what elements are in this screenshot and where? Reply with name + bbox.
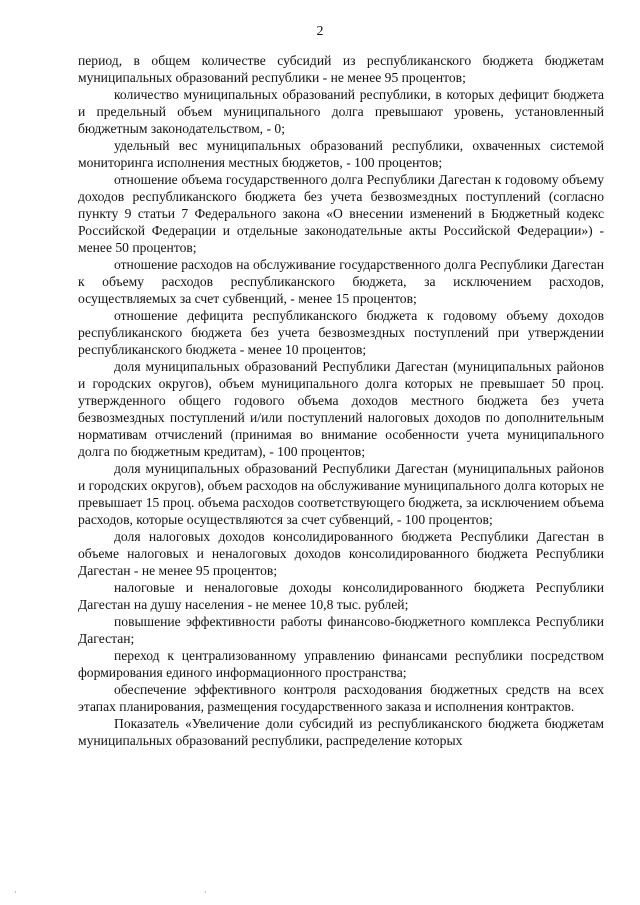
paragraph: удельный вес муниципальных образований республики, охваченных системой мониторинга исполнения местных бюджетов, - 100 процентов; [78, 138, 604, 170]
paragraph: обеспечение эффективного контроля расходования бюджетных средств на всех этапах планирования, размещения государственного заказа и исполнения контрактов. [78, 682, 604, 714]
scan-speck: · [14, 888, 17, 897]
document-body [78, 52, 604, 749]
paragraph: переход к централизованному управлению финансами республики посредством формирования единого информационного пространства; [78, 648, 604, 680]
scan-speck: · [204, 888, 207, 897]
paragraph: отношение расходов на обслуживание государственного долга Республики Дагестан к объему расходов республиканского бюджета, за исключением расходов, осуществляемых за счет субвенций, - менее 15 процентов; [78, 257, 604, 306]
paragraph: доля муниципальных образований Республики Дагестан (муниципальных районов и городских округов), объем муниципального долга которых не превышает 50 проц. утвержденного общего годового объема доходов местного бюджета без учета безвозмездных поступлений и/или поступлений налоговых доходов по дополнительным нормативам отчислений (принимая во внимание особенности учета муниципального долга по бюджетным кредитам), - 100 процентов; [78, 359, 604, 459]
paragraph: отношение дефицита республиканского бюджета к годовому объему доходов республиканского бюджета без учета безвозмездных поступлений при утверждении республиканского бюджета - менее 10 процентов; [78, 308, 604, 357]
paragraph: Показатель «Увеличение доли субсидий из республиканского бюджета бюджетам муниципальных образований республики, распределение которых [78, 716, 604, 748]
paragraph: доля муниципальных образований Республики Дагестан (муниципальных районов и городских округов), объем расходов на обслуживание муниципального долга которых не превышает 15 проц. объема расходов соответствующего бюджета, за исключением объема расходов, которые осуществляются за счет субвенций, - 100 процентов; [78, 461, 604, 527]
paragraph: доля налоговых доходов консолидированного бюджета Республики Дагестан в объеме налоговых и неналоговых доходов консолидированного бюджета Республики Дагестан - не менее 95 процентов; [78, 529, 604, 578]
paragraph: повышение эффективности работы финансово-бюджетного комплекса Республики Дагестан; [78, 614, 604, 646]
paragraph: период, в общем количестве субсидий из республиканского бюджета бюджетам муниципальных образований республики - не менее 95 процентов; [78, 53, 604, 85]
paragraph: количество муниципальных образований республики, в которых дефицит бюджета и предельный объем муниципального долга превышают уровень, установленный бюджетным законодательством, - 0; [78, 87, 604, 136]
page-number: 2 [316, 24, 324, 39]
paragraph: налоговые и неналоговые доходы консолидированного бюджета Республики Дагестан на душу населения - не менее 10,8 тыс. рублей; [78, 580, 604, 612]
paragraph: отношение объема государственного долга Республики Дагестан к годовому объему доходов республиканского бюджета без учета безвозмездных поступлений (согласно пункту 9 статьи 7 Федерального закона «О внесении изменений в Бюджетный кодекс Российской Федерации и отдельные законодательные акты Российской Федерации») - менее 50 процентов; [78, 172, 604, 255]
